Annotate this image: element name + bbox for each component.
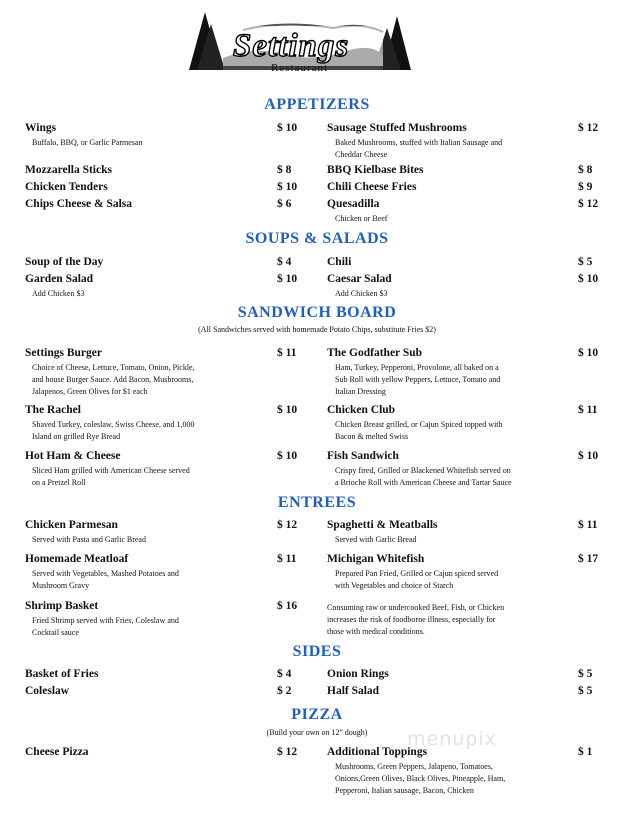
item-hot-ham-cheese: Hot Ham & Cheese — [25, 450, 121, 462]
item-the-rachel: The Rachel — [25, 404, 81, 416]
desc-additional-toppings-3: Pepperoni, Italian sausage, Bacon, Chicken — [335, 786, 474, 795]
item-settings-burger: Settings Burger — [25, 347, 102, 359]
section-sandwich-board: SANDWICH BOARD — [237, 304, 397, 321]
price-bbq-kielbase-bites: $ 8 — [578, 164, 593, 176]
desc-fish-sandwich-2: a Brioche Roll with American Cheese and Tartar Sauce — [335, 478, 512, 487]
price-fish-sandwich: $ 10 — [578, 450, 599, 462]
item-caesar-salad: Caesar Salad — [327, 273, 392, 285]
desc-michigan-whitefish-2: with Vegetables and choice of Starch — [335, 581, 454, 590]
item-quesadilla: Quesadilla — [327, 198, 380, 210]
price-chicken-tenders: $ 10 — [277, 181, 298, 193]
desc-shrimp-basket-1: Fried Shrimp served with Fries, Coleslaw and — [32, 616, 179, 625]
desc-chicken-club-1: Chicken Breast grilled, or Cajun Spiced topped with — [335, 420, 503, 429]
desc-the-godfather-sub-3: Italian Dressing — [335, 387, 386, 396]
desc-additional-toppings-2: Onions,Green Olives, Black Olives, Pineapple, Ham, — [335, 774, 506, 783]
watermark: menupix — [407, 728, 497, 750]
item-mozzarella-sticks: Mozzarella Sticks — [25, 164, 112, 176]
price-hot-ham-cheese: $ 10 — [277, 450, 298, 462]
desc-spaghetti-meatballs: Served with Garlic Bread — [335, 535, 417, 544]
section-appetizers: APPETIZERS — [264, 96, 370, 113]
item-chips-cheese-salsa: Chips Cheese & Salsa — [25, 198, 133, 210]
sandwich-note: (All Sandwiches served with homemade Potato Chips, substitute Fries $2) — [198, 325, 436, 334]
desc-settings-burger-1: Choice of Cheese, Lettuce, Tomato, Onion, Pickle, — [32, 363, 195, 372]
desc-additional-toppings-1: Mushrooms, Green Peppers, Jalapeno, Tomatoes, — [335, 762, 493, 771]
price-basket-of-fries: $ 4 — [277, 668, 292, 680]
section-sides: SIDES — [292, 643, 342, 660]
item-half-salad: Half Salad — [327, 685, 380, 697]
price-chicken-parmesan: $ 12 — [277, 519, 298, 531]
price-additional-toppings: $ 1 — [578, 746, 593, 758]
price-the-rachel: $ 10 — [277, 404, 298, 416]
desc-garden-salad: Add Chicken $3 — [32, 289, 85, 298]
desc-the-godfather-sub-2: Sub Roll with yellow Peppers, Lettuce, Tomato and — [335, 375, 501, 384]
desc-chicken-club-2: Bacon & melted Swiss — [335, 432, 409, 441]
price-cheese-pizza: $ 12 — [277, 746, 298, 758]
item-the-godfather-sub: The Godfather Sub — [327, 347, 423, 359]
item-michigan-whitefish: Michigan Whitefish — [327, 553, 425, 565]
price-sausage-stuffed-mushrooms: $ 12 — [578, 122, 599, 134]
price-onion-rings: $ 5 — [578, 668, 593, 680]
item-soup-of-the-day: Soup of the Day — [25, 256, 104, 268]
price-mozzarella-sticks: $ 8 — [277, 164, 292, 176]
item-coleslaw: Coleslaw — [25, 685, 70, 697]
desc-the-rachel-2: Island on grilled Rye Bread — [32, 432, 121, 441]
desc-caesar-salad: Add Chicken $3 — [335, 289, 388, 298]
logo-tagline: Restaurant — [271, 62, 329, 74]
price-settings-burger: $ 11 — [277, 347, 297, 359]
price-homemade-meatloaf: $ 11 — [277, 553, 297, 565]
price-coleslaw: $ 2 — [277, 685, 292, 697]
pizza-note: (Build your own on 12" dough) — [266, 728, 368, 737]
desc-shrimp-basket-2: Cocktail sauce — [32, 628, 79, 637]
desc-hot-ham-cheese-2: on a Pretzel Roll — [32, 478, 86, 487]
item-homemade-meatloaf: Homemade Meatloaf — [25, 553, 129, 565]
price-garden-salad: $ 10 — [277, 273, 298, 285]
desc-the-rachel-1: Shaved Turkey, coleslaw, Swiss Cheese, and 1,000 — [32, 420, 195, 429]
item-shrimp-basket: Shrimp Basket — [25, 600, 99, 612]
item-basket-of-fries: Basket of Fries — [25, 668, 99, 680]
item-chicken-club: Chicken Club — [327, 404, 396, 416]
desc-fish-sandwich-1: Crispy fired, Grilled or Blackened Whitefish served on — [335, 466, 511, 475]
price-michigan-whitefish: $ 17 — [578, 553, 599, 565]
item-chili-cheese-fries: Chili Cheese Fries — [327, 181, 417, 193]
item-garden-salad: Garden Salad — [25, 273, 94, 285]
section-soups-salads: SOUPS & SALADS — [245, 230, 389, 247]
price-shrimp-basket: $ 16 — [277, 600, 298, 612]
price-chicken-club: $ 11 — [578, 404, 598, 416]
section-pizza: PIZZA — [291, 706, 343, 723]
desc-settings-burger-3: Jalapenos, Green Olives for $1 each — [32, 387, 148, 396]
desc-homemade-meatloaf-1: Served with Vegetables, Mashed Potatoes and — [32, 569, 179, 578]
price-caesar-salad: $ 10 — [578, 273, 599, 285]
price-chili-cheese-fries: $ 9 — [578, 181, 593, 193]
desc-quesadilla: Chicken or Beef — [335, 214, 388, 223]
price-half-salad: $ 5 — [578, 685, 593, 697]
price-chips-cheese-salsa: $ 6 — [277, 198, 292, 210]
section-entrees: ENTREES — [277, 494, 357, 511]
item-chicken-parmesan: Chicken Parmesan — [25, 519, 118, 531]
item-chicken-tenders: Chicken Tenders — [25, 181, 108, 193]
food-safety-warning-2: increases the risk of foodborne illness, especially for — [327, 615, 496, 624]
food-safety-warning-3: those with medical conditions. — [327, 627, 425, 636]
item-chili: Chili — [327, 256, 352, 268]
item-cheese-pizza: Cheese Pizza — [25, 746, 89, 758]
desc-the-godfather-sub-1: Ham, Turkey, Pepperoni, Provolone, all baked on a — [335, 363, 499, 372]
desc-michigan-whitefish-1: Prepared Pan Fried, Grilled or Cajun spiced served — [335, 569, 499, 578]
item-wings: Wings — [25, 122, 57, 134]
desc-homemade-meatloaf-2: Mushroom Gravy — [32, 581, 90, 590]
desc-settings-burger-2: and house Burger Sauce. Add Bacon, Mushrooms, — [32, 375, 194, 384]
price-soup-of-the-day: $ 4 — [277, 256, 292, 268]
desc-hot-ham-cheese-1: Sliced Ham grilled with American Cheese served — [32, 466, 190, 475]
logo-name: Settings — [233, 28, 350, 64]
price-the-godfather-sub: $ 10 — [578, 347, 599, 359]
price-quesadilla: $ 12 — [578, 198, 599, 210]
item-fish-sandwich: Fish Sandwich — [327, 450, 399, 462]
price-spaghetti-meatballs: $ 11 — [578, 519, 598, 531]
desc-sausage-stuffed-mushrooms-2: Cheddar Cheese — [335, 150, 388, 159]
desc-wings: Buffalo, BBQ, or Garlic Parmesan — [32, 138, 143, 147]
price-chili: $ 5 — [578, 256, 593, 268]
desc-chicken-parmesan: Served with Pasta and Garlic Bread — [32, 535, 146, 544]
restaurant-logo — [183, 8, 415, 80]
item-sausage-stuffed-mushrooms: Sausage Stuffed Mushrooms — [327, 122, 467, 134]
item-spaghetti-meatballs: Spaghetti & Meatballs — [327, 519, 438, 531]
item-additional-toppings: Additional Toppings — [327, 746, 428, 758]
item-onion-rings: Onion Rings — [327, 668, 389, 680]
item-bbq-kielbase-bites: BBQ Kielbase Bites — [327, 164, 424, 176]
food-safety-warning-1: Consuming raw or undercooked Beef, Fish, or Chicken — [327, 603, 505, 612]
desc-sausage-stuffed-mushrooms-1: Baked Mushrooms, stuffed with Italian Sausage and — [335, 138, 503, 147]
price-wings: $ 10 — [277, 122, 298, 134]
